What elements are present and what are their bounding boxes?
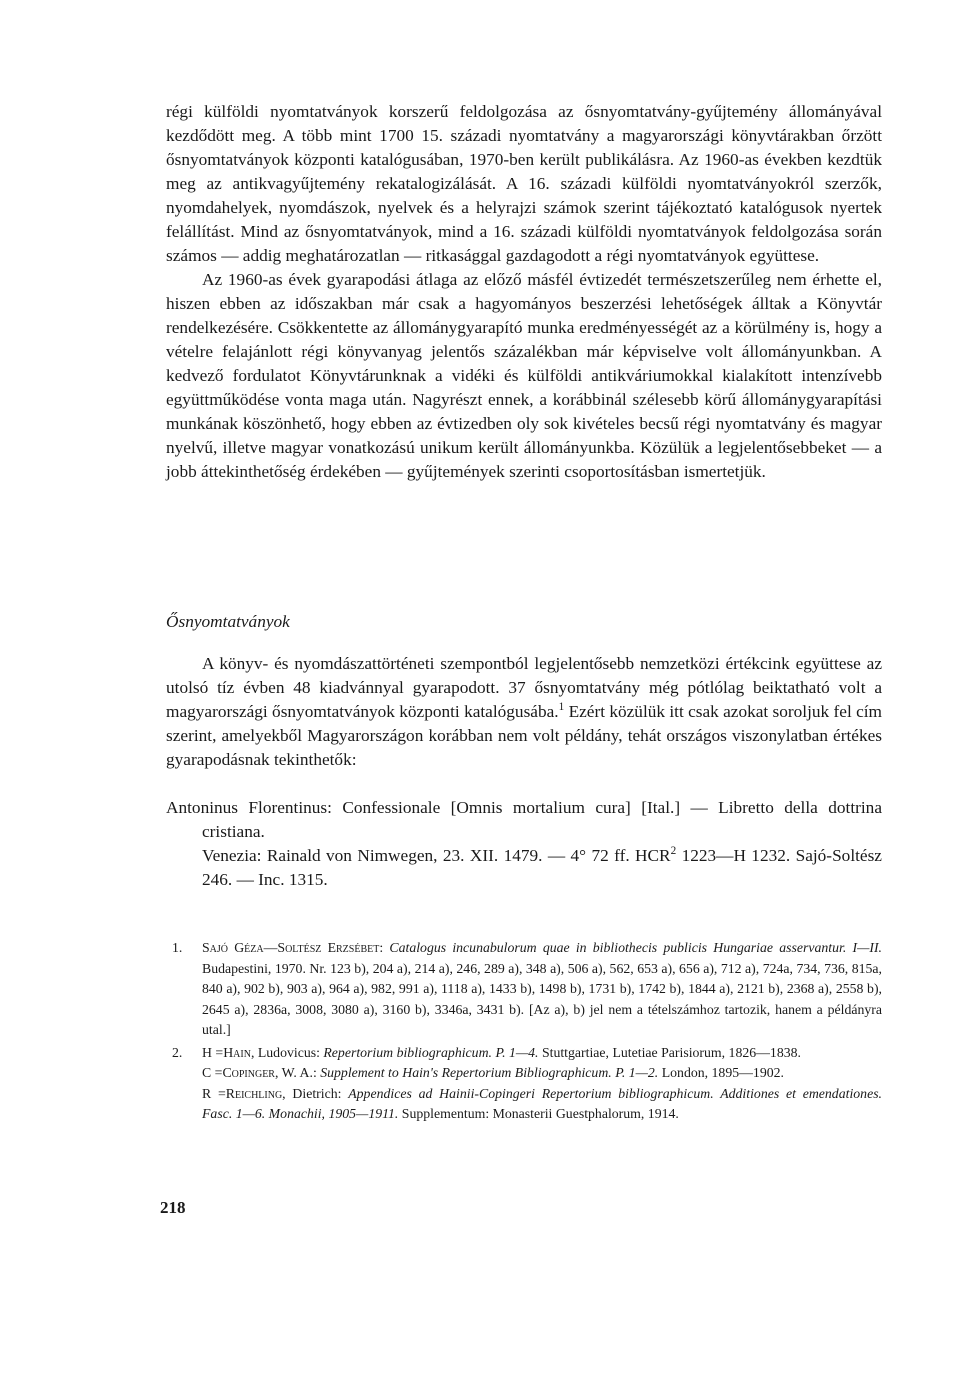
footnote-2c-prefix: C = xyxy=(202,1065,223,1080)
entry-imprint-sup: 2 xyxy=(670,845,677,858)
section-paragraph-part-2: Ezért közülük itt csak azokat soroljuk fel cím szerint, amelyekből Magyarországon korábban nem volt példány, tehát országos viszonylatban értékes gyarapodásnak tekinthetők: xyxy=(166,702,882,769)
footnote-ref-1: 1 xyxy=(558,701,565,714)
footnote-1-number: 1. xyxy=(172,940,183,955)
footnote-2r-prefix: R = xyxy=(202,1085,226,1101)
footnote-1-author: Sajó Géza—Soltész Erzsébet: xyxy=(202,940,384,955)
footnote-2-author-rest: Ludovicus: xyxy=(254,1044,320,1060)
footnote-2-reichling xyxy=(166,1084,882,1125)
footnote-2c-author-rest: W. A.: xyxy=(278,1065,317,1080)
page-number: 218 xyxy=(160,1198,186,1217)
footnotes xyxy=(166,938,882,1125)
footnote-2r-author-rest: Dietrich: xyxy=(285,1085,342,1101)
entry-imprint-part-2: 1223—H 1232. Sajó-Soltész 246. — Inc. 1315. xyxy=(202,846,882,889)
footnote-1-rest: Budapestini, 1970. Nr. 123 b), 204 a), 214 a), 246, 289 a), 348 a), 506 a), 562, 653 a), 656 a), 712 a), 724a, 734, 736, 815a, 840 a), 902 b), 903 a), 964 a), 982, 991 a), 1118 a), 1433 b), 1498 b), 1731 b), 1742 b), 1844 a), 2121 b), 2368 a), 2558 b), 2645 a), 2836a, 3008, 3080 a), 3160 b), 3346a, 3431 b). [Az a), b) jel nem a tételszámhoz tartozik, hanem a példányra utal.] xyxy=(202,960,882,1037)
footnote-2r-title: Appendices ad Hainii-Copingeri Repertorium bibliographicum. Additiones et emendationes. Fasc. 1—6. Monachii, 1905—1911. xyxy=(202,1085,883,1121)
entry-imprint xyxy=(166,844,882,892)
footnote-1 xyxy=(166,938,882,1041)
footnote-2-number: 2. xyxy=(172,1044,183,1060)
footnote-1-title: Catalogus incunabulorum quae in bibliothecis publicis Hungariae asservantur. I—II. xyxy=(389,940,882,955)
footnote-2-prefix: H = xyxy=(202,1044,224,1060)
footnote-2-copinger xyxy=(166,1063,882,1084)
entry-imprint-part-1: Venezia: Rainald von Nimwegen, 23. XII. 1479. — 4° 72 ff. HCR xyxy=(202,846,671,865)
section-heading: Ősnyomtatványok xyxy=(166,612,290,631)
footnote-2r-author: Reichling, xyxy=(225,1085,286,1101)
footnote-2c-title: Supplement to Hain's Repertorium Bibliographicum. P. 1—2. xyxy=(320,1065,659,1080)
footnote-2c-rest: London, 1895—1902. xyxy=(658,1065,784,1080)
footnote-2-author: Hain, xyxy=(223,1044,255,1060)
incunabulum-entry xyxy=(166,796,882,892)
section-paragraph-part-1: A könyv- és nyomdászattörténeti szempontból legjelentősebb nemzetközi értékcink együttese az utolsó tíz évben 48 kiadvánnyal gyarapodott. 37 ősnyomtatvány még pótlólag beiktatható volt a magyarországi ősnyomtatványok központi katalógusába. xyxy=(166,654,882,721)
intro-text xyxy=(166,100,882,484)
footnote-2-rest: Stuttgartiae, Lutetiae Parisiorum, 1826—1838. xyxy=(538,1044,801,1060)
section-paragraph-block xyxy=(166,652,882,772)
footnote-2r-rest: Supplementum: Monasterii Guestphalorum, 1914. xyxy=(398,1106,679,1121)
intro-paragraph-2: Az 1960-as évek gyarapodási átlaga az előző másfél évtizedét természetszerűleg nem érhette el, hiszen ebben az időszakban már csak a hagyományos beszerzési lehetőségek álltak a Könyvtár rendelkezésére. Csökkentette az állománygyarapító munka eredményességét az a körülmény is, hogy a vételre felajánlott régi könyvanyag jelentős százalékban már képviselve volt állományunkban. A kedvező fordulatot Könyvtárunknak a vidéki és külföldi antikváriumokkal kialakított intenzívebb együttműködése vonta maga után. Nagyrészt ennek, a korábbinál szélesebb körű állománygyarapítási munkának köszönhető, hogy ebben az évtizedben oly sok kivételes becsű régi nyomtatvány és magyar nyelvű, illetve magyar vonatkozású unikum került állományunkba. Közülük a legjelentősebbeket — a jobb áttekinthetőség érdekében — gyűjtemények szerinti csoportosításban ismertetjük. xyxy=(166,270,882,481)
footnote-2c-author: Copinger, xyxy=(222,1065,279,1080)
entry-title: Antoninus Florentinus: Confessionale [Omnis mortalium cura] [Ital.] — Libretto della dottrina cristiana. xyxy=(166,798,882,841)
footnote-2 xyxy=(166,1043,882,1064)
intro-paragraph-1: régi külföldi nyomtatványok korszerű feldolgozása az ősnyomtatvány-gyűjtemény állományával kezdődött meg. A több mint 1700 15. századi nyomtatvány a magyarországi könyvtárakban őrzött ősnyomtatványok központi katalógusában, 1970-ben került publikálásra. Az 1960-as években kezdtük meg az antikvagyűjtemény rekatalogizálását. A 16. századi külföldi nyomtatványokról szerzők, nyomdahelyek, nyomdászok, nyelvek és a helyrajzi számok szerint tájékoztató katalógusok nyertek felállítást. Mind az ősnyomtatványok, mind a 16. századi külföldi nyomtatványok feldolgozása során számos — addig meghatározatlan — ritkasággal gazdagodott a régi nyomtatványok együttese. xyxy=(166,102,882,265)
section-paragraph xyxy=(166,652,882,772)
footnote-2-title: Repertorium bibliographicum. P. 1—4. xyxy=(323,1044,539,1060)
